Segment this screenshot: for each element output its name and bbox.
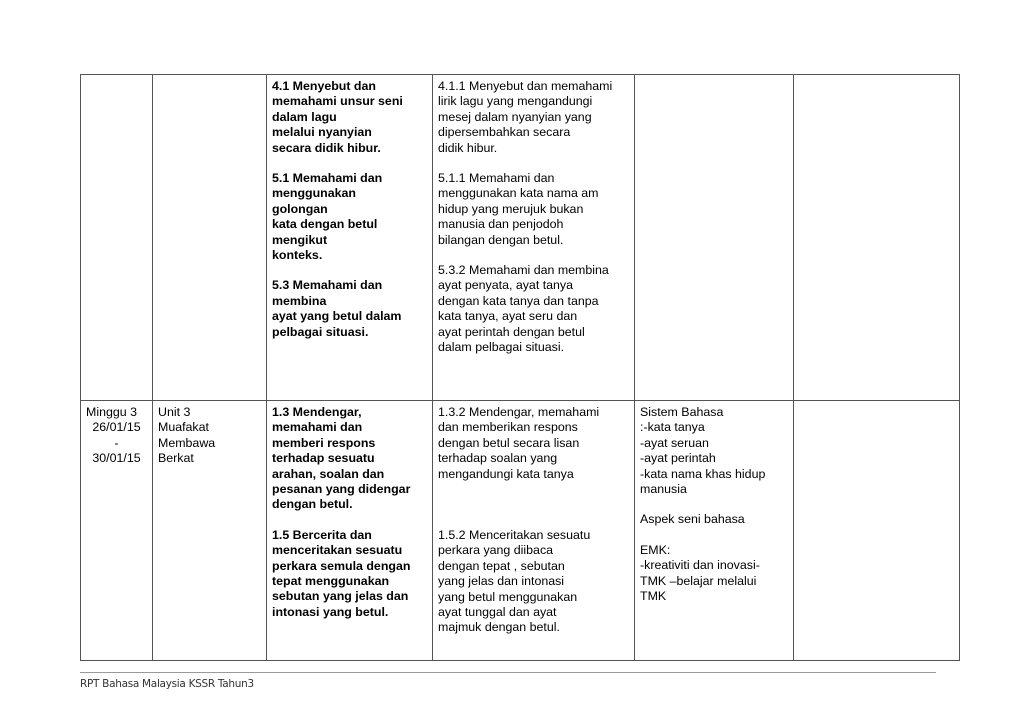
text-line: TMK –belajar melalui [640, 573, 757, 588]
catatan-item [640, 512, 788, 527]
unit-title-line: Berkat [158, 451, 194, 466]
catatan-item [640, 543, 788, 605]
text-line: dengan kata tanya dan tanpa [438, 293, 599, 308]
text-line: ayat yang betul dalam [272, 309, 402, 324]
text-line: 5.1 Memahami dan [272, 171, 383, 186]
text-line: mengikut [272, 232, 328, 247]
standard-kandungan-cell [267, 401, 433, 661]
text-line: ayat penyata, ayat tanya [438, 278, 574, 293]
unit-title-line: Muafakat [158, 420, 209, 435]
catatan-item [640, 405, 788, 497]
text-line: memahami unsur seni [272, 94, 403, 109]
text-line: 1.5 Bercerita dan [272, 527, 372, 542]
lesson-plan-table [80, 74, 960, 661]
footer-divider [80, 672, 936, 673]
text-line: -ayat perintah [640, 451, 716, 466]
text-line: majmuk dengan betul. [438, 620, 560, 635]
text-line: terhadap soalan yang [438, 451, 558, 466]
standard-kandungan-item [272, 278, 427, 340]
text-line: dan memberikan respons [438, 420, 578, 435]
text-line: memberi respons [272, 435, 376, 450]
standard-pembelajaran-item [438, 263, 629, 355]
text-line: dengan betul. [272, 497, 353, 512]
text-line: 5.3 Memahami dan [272, 278, 383, 293]
page-footer: RPT Bahasa Malaysia KSSR Tahun3 [80, 678, 254, 690]
text-line: golongan [272, 201, 328, 216]
unit-label: Unit 3 [158, 405, 191, 419]
standard-kandungan-item [272, 405, 427, 513]
refleksi-cell [794, 401, 960, 661]
text-line: kata tanya, ayat seru dan [438, 309, 578, 324]
text-line: intonasi yang betul. [272, 604, 389, 619]
text-line: manusia dan penjodoh [438, 217, 564, 232]
text-line: hidup yang merujuk bukan [438, 201, 584, 216]
text-line: pelbagai situasi. [272, 324, 369, 339]
table-row [81, 401, 960, 661]
text-line: 4.1.1 Menyebut dan memahami [438, 79, 613, 93]
text-line: dalam lagu [272, 109, 337, 124]
standard-kandungan-item [272, 171, 427, 263]
text-line: secara didik hibur. [272, 140, 381, 155]
standard-kandungan-item [272, 79, 427, 156]
standard-pembelajaran-item [438, 405, 629, 482]
standard-pembelajaran-item [438, 79, 629, 156]
standard-pembelajaran-item [438, 171, 629, 248]
text-line: ayat perintah dengan betul [438, 324, 585, 339]
text-line: konteks. [272, 248, 323, 263]
week-cell [81, 401, 153, 661]
text-line: -kreativiti dan inovasi- [640, 558, 760, 573]
text-line: menceritakan sesuatu [272, 543, 403, 558]
text-line: membina [272, 293, 327, 308]
text-line: Sistem Bahasa [640, 405, 724, 419]
catatan-cell [635, 75, 794, 401]
standard-pembelajaran-cell [433, 401, 635, 661]
text-line: menggunakan kata nama am [438, 186, 599, 201]
standard-pembelajaran-cell [433, 75, 635, 401]
standard-pembelajaran-item [438, 528, 629, 636]
text-line: dengan tepat , sebutan [438, 558, 565, 573]
text-line: tepat menggunakan [272, 574, 390, 589]
text-line: perkara semula dengan [272, 558, 411, 573]
text-line: dengan betul secara lisan [438, 435, 580, 450]
text-line: ayat tunggal dan ayat [438, 605, 557, 620]
week-cell [81, 75, 153, 401]
unit-cell [153, 75, 267, 401]
text-line: 5.1.1 Memahami dan [438, 171, 555, 186]
standard-kandungan-cell [267, 75, 433, 401]
text-line: 5.3.2 Memahami dan membina [438, 263, 609, 278]
text-line: -kata nama khas hidup [640, 466, 766, 481]
text-line: memahami dan [272, 420, 363, 435]
text-line: mesej dalam nyanyian yang [438, 109, 592, 124]
text-line: TMK [640, 589, 667, 604]
text-line: didik hibur. [438, 140, 498, 155]
week-label: Minggu 3 [86, 405, 137, 419]
text-line: pesanan yang didengar [272, 482, 411, 497]
text-line: 1.3.2 Mendengar, memahami [438, 405, 600, 419]
text-line: sebutan yang jelas dan [272, 589, 409, 604]
text-line: bilangan dengan betul. [438, 232, 564, 247]
text-line: mengandungi kata tanya [438, 466, 574, 481]
text-line: dipersembahkan secara [438, 125, 571, 140]
text-line: lirik lagu yang mengandungi [438, 94, 593, 109]
text-line: 1.3 Mendengar, [272, 405, 362, 419]
text-line: :-kata tanya [640, 420, 705, 435]
unit-cell [153, 401, 267, 661]
table-row [81, 75, 960, 401]
text-line: dalam pelbagai situasi. [438, 340, 565, 355]
text-line: melalui nyanyian [272, 125, 372, 140]
text-line: manusia [640, 482, 687, 497]
text-line: -ayat seruan [640, 435, 709, 450]
text-line: kata dengan betul [272, 217, 378, 232]
refleksi-cell [794, 75, 960, 401]
text-line: perkara yang diibaca [438, 543, 554, 558]
date-start: 26/01/15 [92, 420, 141, 435]
text-line: yang jelas dan intonasi [438, 574, 565, 589]
date-end: 30/01/15 [92, 451, 141, 466]
unit-title-line: Membawa [158, 435, 216, 450]
text-line: arahan, soalan dan [272, 466, 385, 481]
text-line: menggunakan [272, 186, 356, 201]
standard-kandungan-item [272, 528, 427, 620]
text-line: Aspek seni bahasa [640, 512, 745, 527]
catatan-cell [635, 401, 794, 661]
text-line: yang betul menggunakan [438, 589, 578, 604]
date-separator: - [114, 435, 119, 450]
text-line: 4.1 Menyebut dan [272, 79, 376, 93]
text-line: EMK: [640, 542, 671, 557]
text-line: 1.5.2 Menceritakan sesuatu [438, 528, 591, 543]
text-line: terhadap sesuatu [272, 451, 375, 466]
